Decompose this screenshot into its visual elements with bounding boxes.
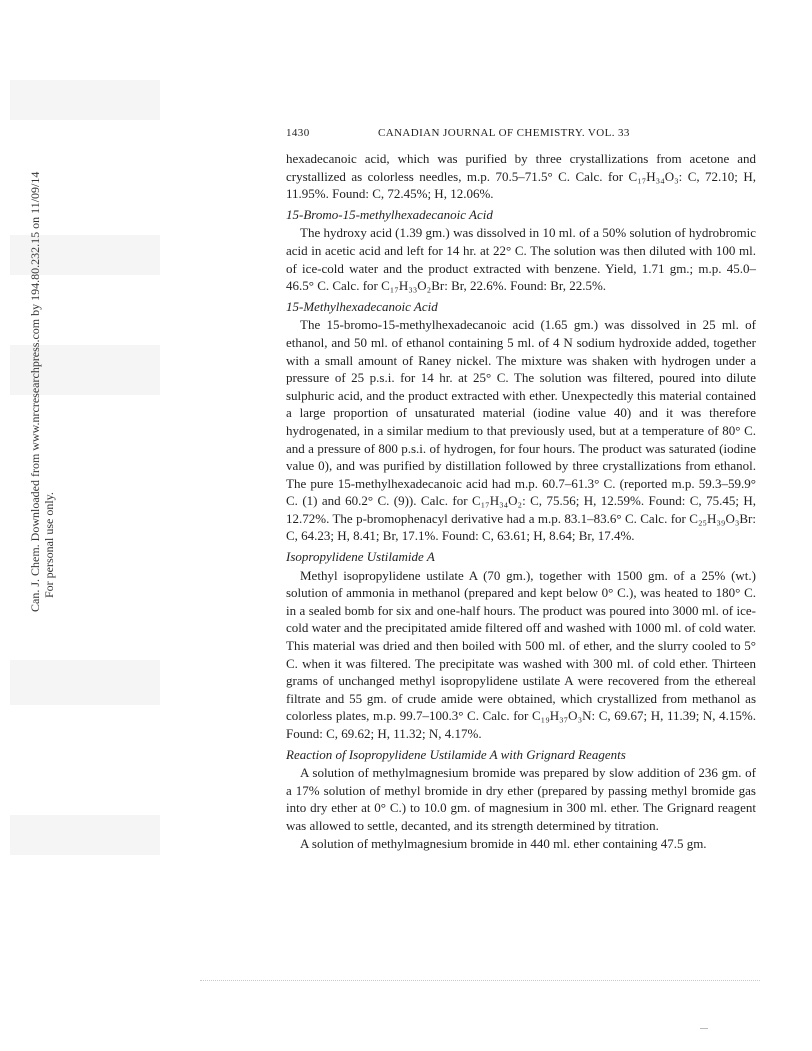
scan-artifact bbox=[10, 80, 160, 120]
scan-mark bbox=[700, 1028, 708, 1029]
journal-title: CANADIAN JOURNAL OF CHEMISTRY. VOL. 33 bbox=[378, 127, 630, 139]
page-number: 1430 bbox=[286, 127, 310, 139]
section-heading-grignard: Reaction of Isopropylidene Ustilamide A with Grignard Reagents bbox=[286, 746, 626, 762]
section-heading-ustilamide: Isopropylidene Ustilamide A bbox=[286, 549, 435, 565]
section-heading-bromo-acid: 15-Bromo-15-methylhexadecanoic Acid bbox=[286, 206, 493, 222]
paragraph-grignard-preparation: A solution of methylmagnesium bromide was prepared by slow addition of 236 gm. of a 17% solution of methyl bromide in dry ether (prepared by passing methyl bromide gas into dry ether at 0° C.) to 10.0 gm. of magnesium in 300 ml. ether. The Grignard reagent was allowed to settle, decanted, and its strength determined by titration. bbox=[286, 765, 756, 833]
paragraph-continued: hexadecanoic acid, which was purified by three crystallizations from acetone and crystallized as colorless needles, m.p. 70.5–71.5° C. Calc. for C₁₇H₃₄O₃: C, 72.10; H, 11.95%. Found: C, 72.45%; H, 12.06%. bbox=[286, 151, 756, 202]
paragraph-grignard-solution: A solution of methylmagnesium bromide in 440 ml. ether containing 47.5 gm. bbox=[300, 835, 707, 851]
scan-artifact-line bbox=[200, 980, 760, 982]
scan-artifact bbox=[10, 660, 160, 705]
article-body bbox=[286, 150, 756, 852]
watermark-line-1: Can. J. Chem. Downloaded from www.nrcresearchpress.com by 194.80.232.15 on 11/09/14 bbox=[28, 171, 42, 612]
scan-artifact bbox=[10, 815, 160, 855]
download-watermark bbox=[28, 172, 56, 612]
paragraph-bromo-acid: The hydroxy acid (1.39 gm.) was dissolved in 10 ml. of a 50% solution of hydrobromic acid in acetic acid and left for 14 hr. at 22° C. The solution was then diluted with 100 ml. of ice-cold water and the product extracted with benzene. Yield, 1.71 gm.; m.p. 45.0–46.5° C. Calc. for C₁₇H₃₃O₂Br: Br, 22.6%. Found: Br, 22.5%. bbox=[286, 225, 756, 294]
watermark-line-2: For personal use only. bbox=[42, 492, 56, 598]
section-heading-methylhexadecanoic-acid: 15-Methylhexadecanoic Acid bbox=[286, 298, 438, 314]
paragraph-ustilamide: Methyl isopropylidene ustilate A (70 gm.), together with 1500 gm. of a 25% (wt.) solution of ammonia in methanol (prepared and kept below 0° C.), was heated to 180° C. in a sealed bomb for six and one-half hours. The product was poured into 3000 ml. of ice-cold water and the precipitated amide filtered off and washed with 1000 ml. of cold water. This material was dried and then boiled with 500 ml. of ether, and the slurry cooled to 5° C. when it was filtered. The precipitate was washed with 300 ml. of cold ether. Thirteen grams of unchanged methyl isopropylidene ustilate A were recovered from the ethereal filtrate and 55 gm. of crude amide were obtained, which crystallized from methanol as colorless plates, m.p. 99.7–100.3° C. Calc. for C₁₉H₃₇O₃N: C, 69.67; H, 11.39; N, 4.15%. Found: C, 69.62; H, 11.32; N, 4.17%. bbox=[286, 567, 756, 741]
paragraph-methylhexadecanoic-acid: The 15-bromo-15-methylhexadecanoic acid (1.65 gm.) was dissolved in 25 ml. of ethanol, and 50 ml. of ethanol containing 5 ml. of 4 N sodium hydroxide added, together with a small amount of Raney nickel. The mixture was shaken with hydrogen under a pressure of 25 p.s.i. for 14 hr. at 25° C. The solution was filtered, poured into dilute sulphuric acid, and the product extracted with ether. Unexpectedly this material contained a large proportion of unsaturated material (iodine value 40) and it was therefore hydrogenated, in a similar medium to that previously used, but at a temperature of 80° C. and a pressure of 800 p.s.i. of hydrogen, for four hours. The product was saturated (iodine value 0), and was purified by distillation followed by three crystallizations from ethanol. The pure 15-methylhexadecanoic acid had m.p. 60.7–61.3° C. (reported m.p. 59.3–59.9° C. (1) and 60.2° C. (9)). Calc. for C₁₇H₃₄O₂: C, 75.56; H, 12.59%. Found: C, 75.45; H, 12.72%. The p-bromophenacyl derivative had a m.p. 83.1–83.6° C. Calc. for C₂₅H₃₉O₃Br: C, 64.23; H, 8.41; Br, 17.1%. Found: C, 63.61; H, 8.64; Br, 17.4%. bbox=[286, 317, 756, 544]
